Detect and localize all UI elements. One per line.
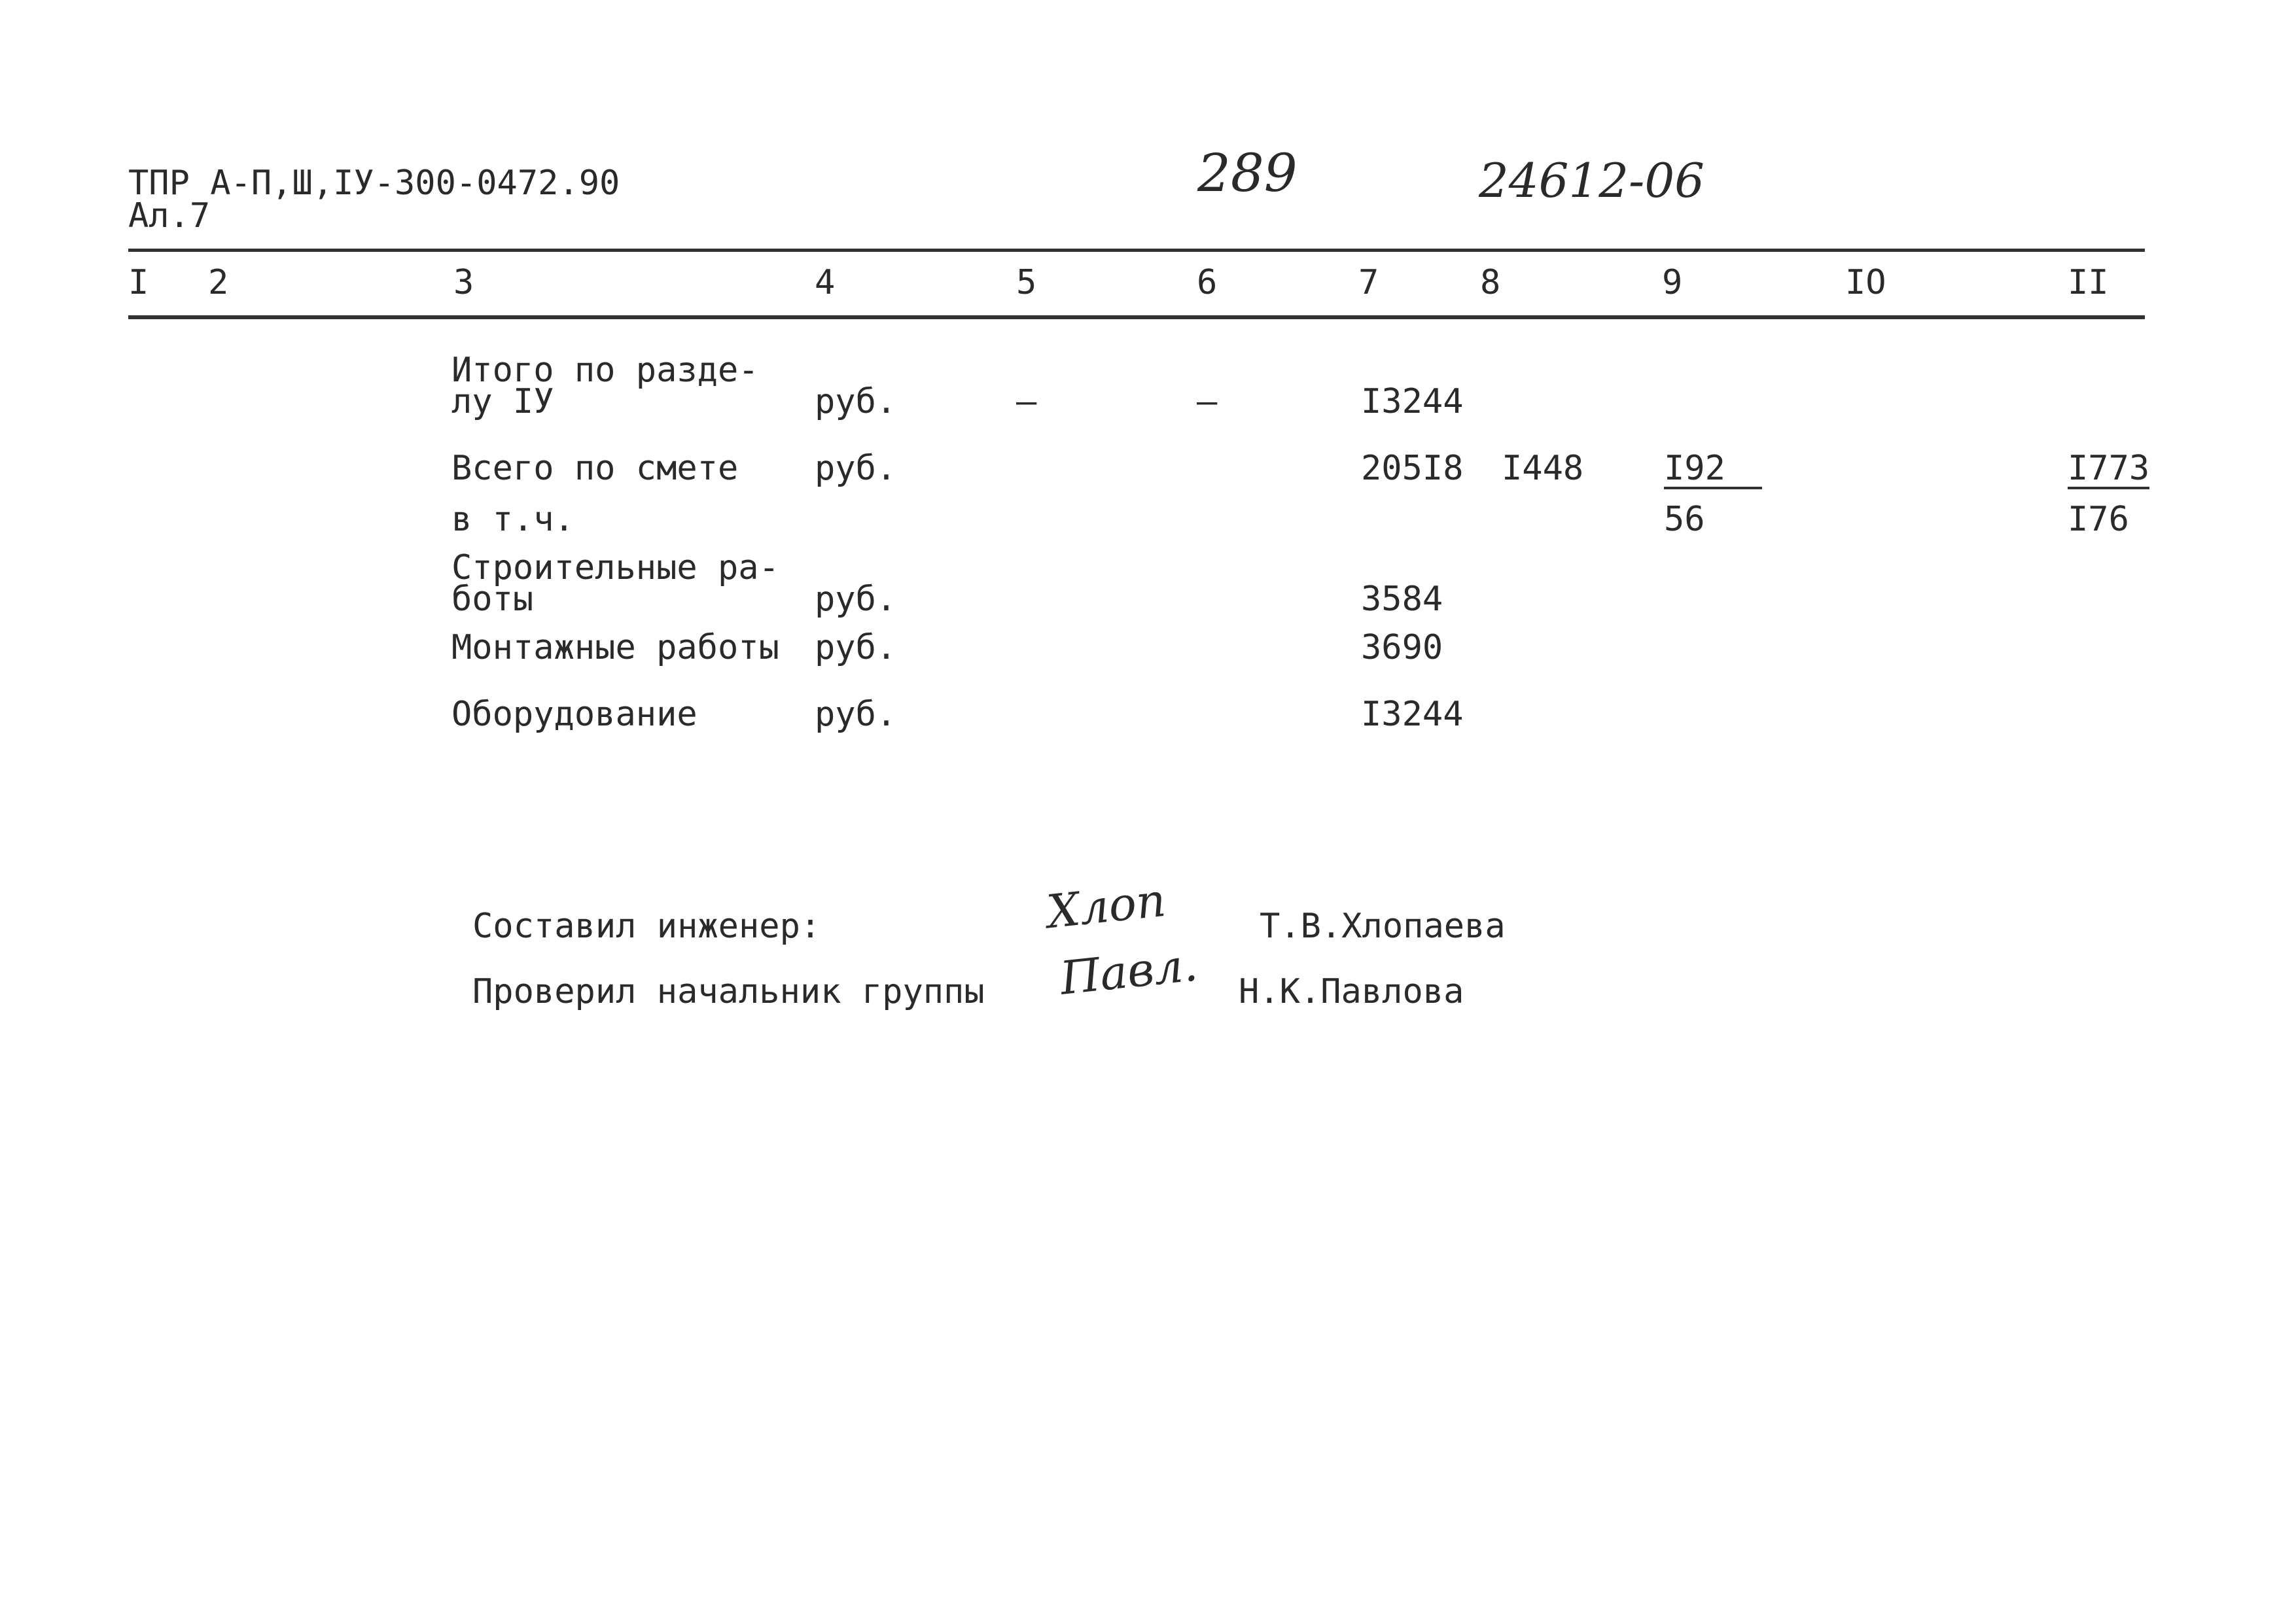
col-5: 5	[1016, 263, 1037, 302]
sheet-label: Ал.7	[128, 196, 211, 236]
col-10: IO	[1845, 263, 1886, 302]
row-construction-col7: 3584	[1361, 580, 1443, 619]
row-equipment-unit: руб.	[815, 695, 897, 734]
row-estimate-total-col7: 205I8	[1361, 449, 1464, 488]
row-section-total-col5: –	[1016, 382, 1037, 421]
row-installation-unit: руб.	[815, 628, 897, 667]
col-1: I	[128, 263, 149, 302]
row-estimate-total-col9: I92	[1664, 451, 1762, 489]
compiled-by-role: Составил инженер:	[472, 907, 821, 946]
row-equipment-col7: I3244	[1361, 695, 1464, 734]
row-estimate-total-unit: руб.	[815, 449, 897, 488]
table-header-rule	[128, 315, 2145, 319]
row-including-col11: I76	[2068, 500, 2129, 539]
col-6: 6	[1197, 263, 1218, 302]
row-installation-col7: 3690	[1361, 628, 1443, 667]
row-including-name: в т.ч.	[451, 500, 574, 539]
row-section-total-name-2: лу IУ	[451, 382, 554, 421]
col-11: II	[2068, 263, 2109, 302]
page-number: 289	[1197, 143, 1298, 203]
col-2: 2	[208, 263, 229, 302]
doc-code: ТПР А-П,Ш,IУ-300-0472.90	[128, 164, 620, 203]
row-construction-name-1: Строительные ра-	[451, 548, 779, 587]
row-estimate-total-name: Всего по смете	[451, 449, 739, 488]
row-installation-name: Монтажные работы	[451, 628, 779, 667]
archive-number: 24612-06	[1479, 153, 1704, 208]
row-section-total-col6: –	[1197, 382, 1218, 421]
row-section-total-name-1: Итого по разде-	[451, 351, 759, 390]
row-construction-unit: руб.	[815, 580, 897, 619]
col-7: 7	[1358, 263, 1379, 302]
compiled-by-person: Т.В.Хлопаева	[1260, 907, 1506, 946]
row-construction-name-2: боты	[451, 580, 534, 619]
checked-by-role: Проверил начальник группы	[472, 972, 985, 1011]
col-9: 9	[1662, 263, 1683, 302]
col-4: 4	[815, 263, 836, 302]
row-section-total-col7: I3244	[1361, 382, 1464, 421]
checked-by-person: Н.К.Павлова	[1239, 972, 1464, 1011]
col-8: 8	[1480, 263, 1501, 302]
col-3: 3	[453, 263, 474, 302]
row-estimate-total-col8: I448	[1502, 449, 1584, 488]
row-section-total-unit: руб.	[815, 382, 897, 421]
row-equipment-name: Оборудование	[451, 695, 698, 734]
table-top-rule	[128, 249, 2145, 252]
row-estimate-total-col11: I773	[2068, 449, 2150, 488]
row-including-col9: 56	[1664, 500, 1705, 539]
compiled-by-signature: Хлоп	[1044, 873, 1169, 939]
checked-by-signature: Павл.	[1057, 937, 1201, 1005]
